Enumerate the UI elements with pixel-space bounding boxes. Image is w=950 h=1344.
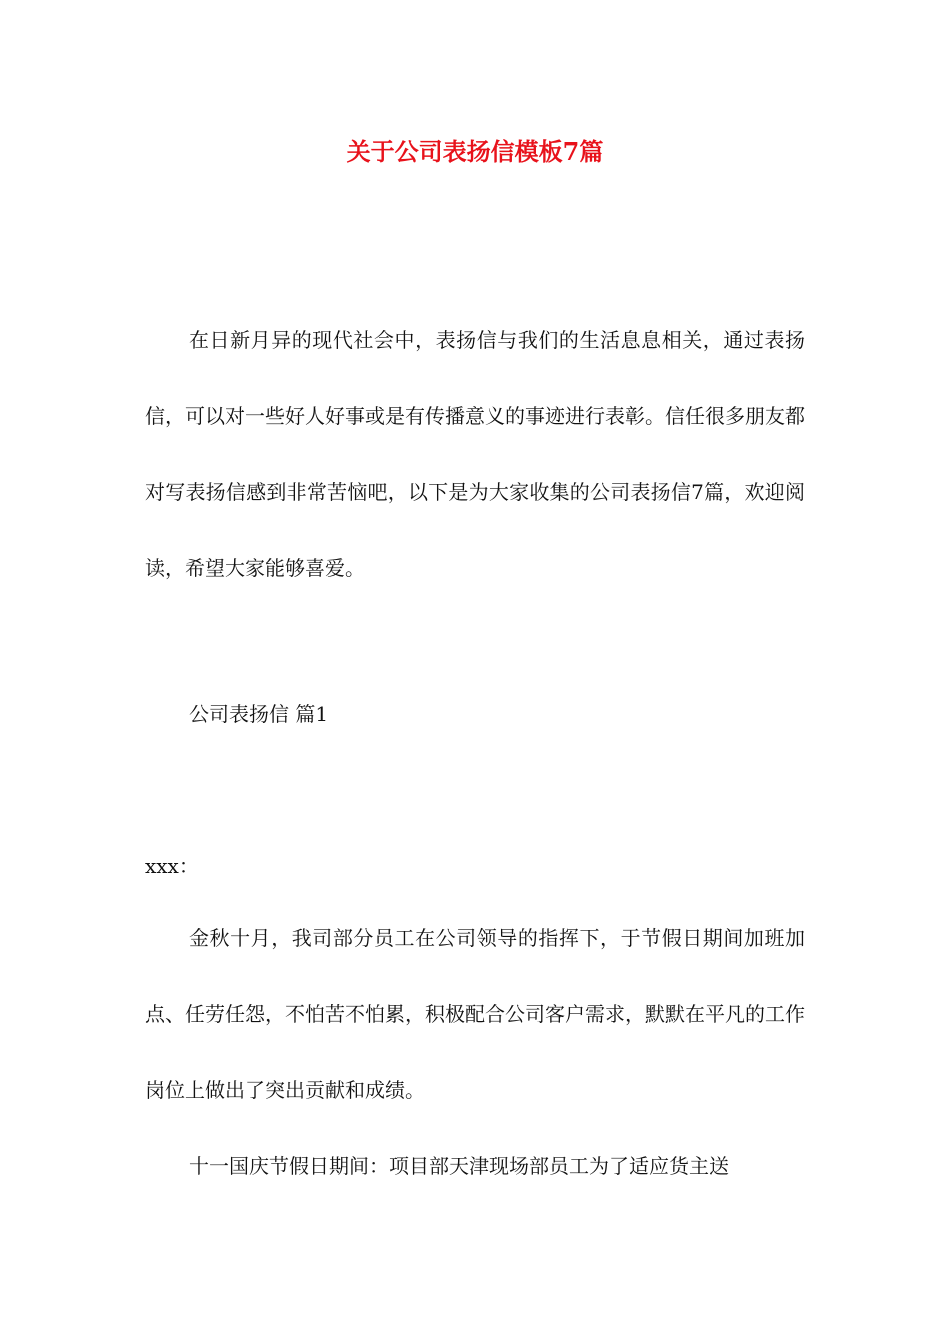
salutation: xxx： — [145, 854, 199, 878]
intro-paragraph: 在日新月异的现代社会中，表扬信与我们的生活息息相关，通过表扬信，可以对一些好人好事或是有传播意义的事迹进行表彰。信任很多朋友都对写表扬信感到非常苦恼吧，以下是为大家收集的公司表扬信7篇，欢迎阅读，希望大家能够喜爱。 — [145, 328, 805, 580]
body-paragraph: 金秋十月，我司部分员工在公司领导的指挥下，于节假日期间加班加点、任劳任怨，不怕苦不怕累，积极配合公司客户需求，默默在平凡的工作岗位上做出了突出贡献和成绩。 — [145, 926, 805, 1102]
section-heading: 公司表扬信 篇1 — [189, 702, 329, 726]
body-paragraph: 十一国庆节假日期间：项目部天津现场部员工为了适应货主送 — [189, 1154, 729, 1178]
document-title: 关于公司表扬信模板7篇 — [346, 137, 604, 166]
